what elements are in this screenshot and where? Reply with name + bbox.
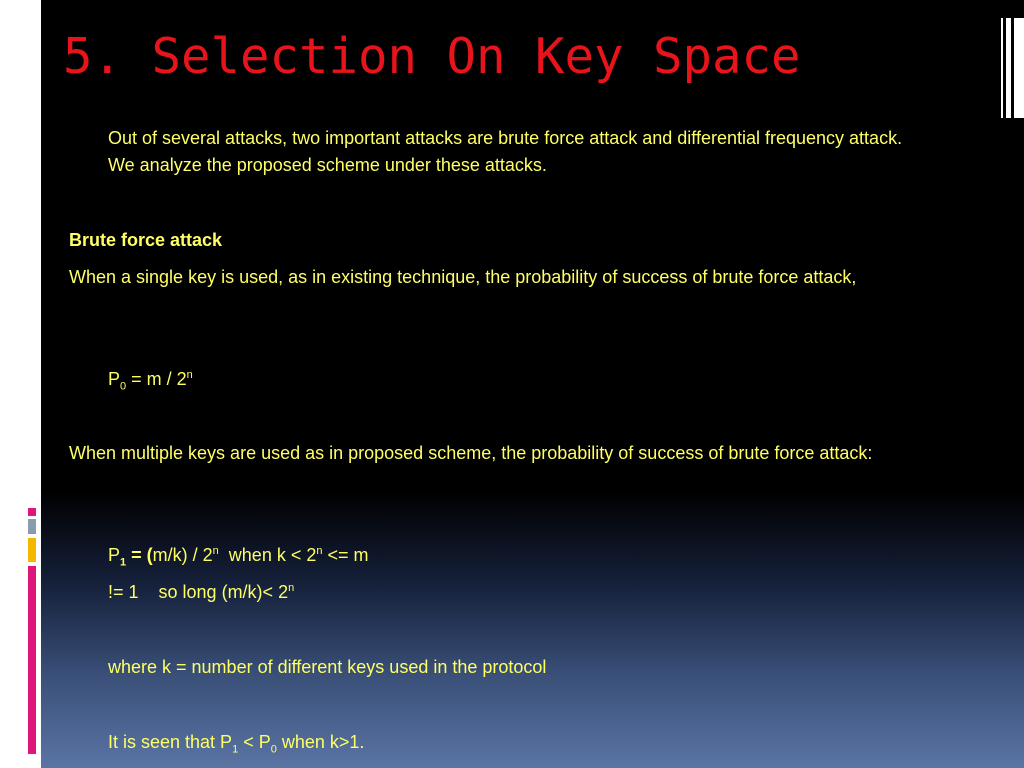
brute-force-heading: Brute force attack — [69, 230, 223, 250]
p1-condition: when k < 2 — [218, 545, 317, 565]
p1-formula — [108, 542, 369, 569]
neq-formula — [108, 579, 294, 606]
multiple-keys-paragraph: When multiple keys are used as in proposed scheme, the probability of success of brute force attack: — [69, 443, 873, 463]
p1-subscript: 1 — [120, 556, 127, 569]
slide-title: 5. Selection On Key Space — [63, 28, 801, 85]
p1-symbol: P — [108, 545, 121, 565]
accent-bar-pink-long — [28, 566, 36, 754]
p1-exponent: n — [212, 545, 219, 557]
p1-condition-exponent: n — [316, 545, 323, 557]
conclusion-pre: It is seen that P — [108, 732, 233, 752]
where-definition: where k = number of different keys used in the protocol — [108, 657, 547, 677]
slide — [41, 0, 1024, 768]
conclusion — [108, 729, 364, 756]
p0-exponent: n — [186, 369, 193, 381]
intro-paragraph: Out of several attacks, two important attacks are brute force attack and differential frequency attack. We analyze the proposed scheme under these attacks. — [108, 128, 903, 175]
single-key-paragraph: When a single key is used, as in existing technique, the probability of success of brute force attack, — [69, 267, 857, 287]
p0-subscript: 0 — [120, 380, 127, 393]
accent-bar-yellow — [28, 538, 36, 562]
conclusion-post: when k>1. — [276, 732, 365, 752]
p1-equals: = ( — [126, 545, 153, 565]
conclusion-p0-subscript: 0 — [270, 743, 277, 756]
neq-text: != 1 so long (m/k)< 2 — [108, 582, 289, 602]
accent-bar-pink-top — [28, 508, 36, 516]
side-accent-bars — [0, 0, 41, 768]
conclusion-mid: < P — [238, 732, 271, 752]
p0-expression: = m / 2 — [126, 369, 187, 389]
p0-formula — [108, 366, 193, 393]
decorative-stripes — [1001, 18, 1024, 118]
conclusion-p1-subscript: 1 — [232, 743, 239, 756]
p1-condition-tail: <= m — [322, 545, 369, 565]
accent-bar-gray — [28, 519, 36, 534]
p1-expression: m/k) / 2 — [152, 545, 213, 565]
p0-symbol: P — [108, 369, 121, 389]
neq-exponent: n — [288, 582, 295, 594]
